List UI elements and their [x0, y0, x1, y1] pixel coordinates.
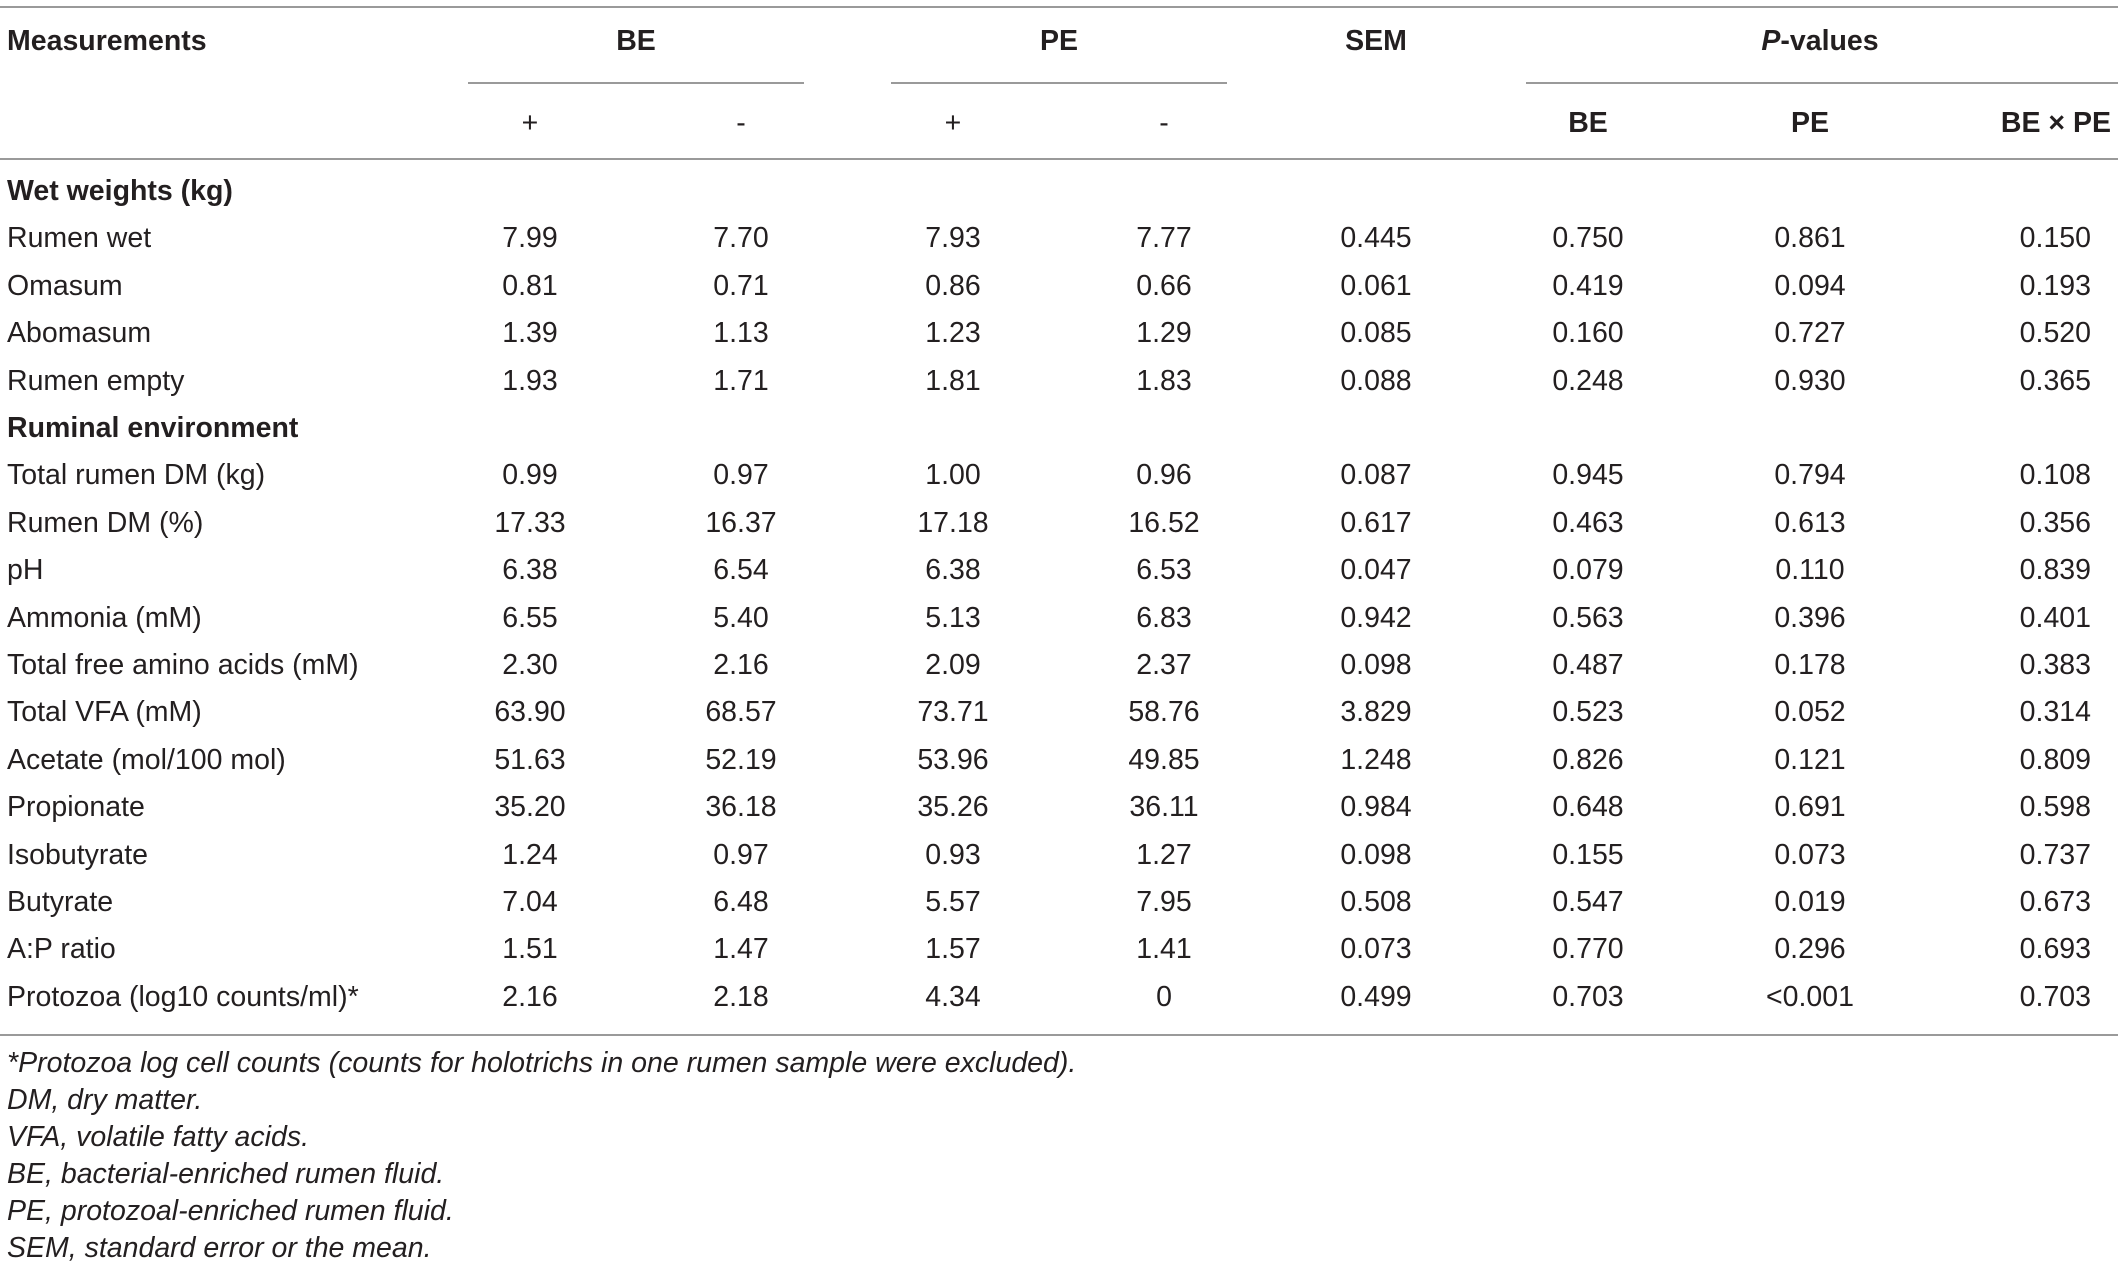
footnote: PE, protozoal-enriched rumen fluid.	[7, 1195, 454, 1227]
table-cell: 0.463	[1552, 506, 1624, 539]
table-cell: 0.826	[1552, 743, 1624, 776]
table-cell: 0.942	[1340, 601, 1412, 634]
table-cell: 7.70	[713, 222, 769, 255]
table-cell: 0.727	[1774, 317, 1846, 350]
row-label: Rumen wet	[7, 222, 152, 255]
table-cell: 6.55	[502, 601, 558, 634]
top-rule	[0, 6, 2118, 8]
pe-group-rule	[891, 82, 1227, 84]
table-cell: 1.27	[1136, 838, 1192, 871]
table-cell: 5.57	[925, 886, 981, 918]
table-cell: 0.296	[1774, 933, 1846, 966]
table-cell: 7.77	[1136, 222, 1192, 255]
table-cell: 1.29	[1136, 317, 1192, 350]
header-pvalues-italic: P	[1761, 25, 1781, 57]
table-cell: 0.770	[1552, 933, 1624, 966]
row-label: Total free amino acids (mM)	[7, 649, 359, 681]
table-bottom-rule	[0, 1034, 2118, 1036]
table-cell: 0.523	[1552, 696, 1624, 729]
table-cell: 0	[1156, 980, 1172, 1013]
header-pe: PE	[1039, 25, 1079, 57]
table-cell: 0.073	[1774, 838, 1846, 871]
table-cell: 2.16	[713, 649, 769, 681]
table-cell: 0.383	[2019, 649, 2091, 681]
table-cell: 2.18	[713, 980, 769, 1013]
table-cell: 1.41	[1136, 933, 1192, 966]
row-label: Propionate	[7, 791, 145, 824]
table-cell: 0.703	[1552, 980, 1624, 1013]
table-cell: 0.019	[1774, 886, 1846, 918]
table-cell: 0.613	[1774, 506, 1846, 539]
table-cell: 16.52	[1128, 506, 1200, 539]
table-cell: 0.547	[1552, 886, 1624, 918]
table-cell: 0.419	[1552, 269, 1624, 302]
table-cell: 0.178	[1774, 649, 1846, 681]
table-cell: 0.520	[2019, 317, 2091, 350]
table-cell: 0.150	[2019, 222, 2091, 255]
table-cell: 0.737	[2019, 838, 2091, 871]
table-cell: 0.945	[1552, 459, 1624, 492]
footnote: VFA, volatile fatty acids.	[7, 1121, 310, 1153]
table-cell: 0.356	[2019, 506, 2091, 539]
footnote: DM, dry matter.	[7, 1084, 203, 1116]
table-cell: 1.93	[502, 364, 558, 397]
table-cell: 17.33	[494, 506, 566, 539]
table-cell: 0.094	[1774, 269, 1846, 302]
table-cell: 0.098	[1340, 838, 1412, 871]
table-cell: 1.81	[925, 364, 981, 397]
table-cell: 0.052	[1774, 696, 1846, 729]
table-cell: 0.121	[1774, 743, 1846, 776]
header-be: BE	[616, 25, 656, 57]
row-label: Abomasum	[7, 317, 152, 350]
table-cell: 0.087	[1340, 459, 1412, 492]
table-cell: 6.48	[713, 886, 769, 918]
table-cell: 0.984	[1340, 791, 1412, 824]
table-cell: 0.155	[1552, 838, 1624, 871]
table-cell: 0.99	[502, 459, 558, 492]
table-cell: 0.047	[1340, 554, 1412, 587]
table-cell: 7.93	[925, 222, 981, 255]
table-cell: 0.110	[1775, 554, 1845, 587]
table-cell: 17.18	[917, 506, 989, 539]
table-cell: 0.86	[925, 269, 981, 302]
table-cell: 0.71	[713, 269, 769, 302]
table-cell: 6.54	[713, 554, 769, 587]
table-cell: 0.861	[1774, 222, 1846, 255]
header-pe-minus: -	[1159, 107, 1169, 139]
table-cell: 1.47	[713, 933, 769, 966]
table-cell: 1.13	[713, 317, 769, 350]
table-cell: 0.563	[1552, 601, 1624, 634]
row-label: Ammonia (mM)	[7, 601, 202, 634]
header-measurements: Measurements	[7, 25, 207, 57]
header-p-be: BE	[1568, 107, 1608, 139]
table-cell: 53.96	[917, 743, 989, 776]
footnote: SEM, standard error or the mean.	[7, 1232, 432, 1264]
be-group-rule	[468, 82, 804, 84]
table-cell: 7.95	[1136, 886, 1192, 918]
footnote: *Protozoa log cell counts (counts for holotrichs in one rumen sample were excluded).	[7, 1047, 1077, 1079]
table-cell: 36.11	[1129, 791, 1199, 824]
table-cell: 0.97	[713, 838, 769, 871]
table-cell: 0.248	[1552, 364, 1624, 397]
table-cell: 0.66	[1136, 269, 1192, 302]
row-label: Acetate (mol/100 mol)	[7, 743, 286, 776]
table-cell: 0.839	[2019, 554, 2091, 587]
table-cell: 0.193	[2019, 269, 2091, 302]
table-cell: 36.18	[705, 791, 777, 824]
table-cell: 63.90	[494, 696, 566, 729]
table-cell: 4.34	[925, 980, 981, 1013]
table-cell: 0.073	[1340, 933, 1412, 966]
table-cell: 0.365	[2019, 364, 2091, 397]
header-p-bexpe: BE × PE	[2000, 107, 2111, 139]
table-cell: 2.09	[925, 649, 981, 681]
table-cell: 0.673	[2019, 886, 2091, 918]
header-pvalues	[1761, 24, 1878, 58]
row-label: pH	[7, 554, 44, 587]
table-cell: 0.617	[1340, 506, 1412, 539]
row-label: Butyrate	[7, 886, 114, 918]
table-cell: 0.314	[2019, 696, 2091, 729]
table-cell: 49.85	[1128, 743, 1200, 776]
table-cell: 0.93	[925, 838, 981, 871]
table-cell: 6.83	[1136, 601, 1192, 634]
pvalues-group-rule	[1526, 82, 2118, 84]
header-pe-plus: +	[944, 107, 962, 139]
row-label: Total rumen DM (kg)	[7, 459, 266, 492]
table-cell: 0.487	[1552, 649, 1624, 681]
table-cell: <0.001	[1766, 980, 1854, 1013]
footnote: BE, bacterial-enriched rumen fluid.	[7, 1158, 445, 1190]
row-label: Rumen empty	[7, 364, 185, 397]
table-cell: 52.19	[705, 743, 777, 776]
row-label: A:P ratio	[7, 933, 116, 966]
table-cell: 0.061	[1340, 269, 1412, 302]
table-cell: 73.71	[917, 696, 989, 729]
table-cell: 0.085	[1340, 317, 1412, 350]
table-cell: 0.079	[1552, 554, 1624, 587]
table-cell: 0.794	[1774, 459, 1846, 492]
table-cell: 0.930	[1774, 364, 1846, 397]
table-cell: 0.703	[2019, 980, 2091, 1013]
section-heading: Ruminal environment	[7, 412, 299, 444]
table-cell: 0.97	[713, 459, 769, 492]
table-cell: 1.83	[1136, 364, 1192, 397]
table-cell: 2.16	[502, 980, 558, 1013]
table-cell: 7.99	[502, 222, 558, 255]
row-label: Rumen DM (%)	[7, 506, 204, 539]
row-label: Total VFA (mM)	[7, 696, 202, 729]
table-cell: 1.57	[925, 933, 981, 966]
table-cell: 58.76	[1128, 696, 1200, 729]
table-cell: 1.39	[502, 317, 558, 350]
table-cell: 0.508	[1340, 886, 1412, 918]
table-cell: 0.088	[1340, 364, 1412, 397]
row-label: Protozoa (log10 counts/ml)*	[7, 980, 359, 1013]
table-cell: 0.445	[1340, 222, 1412, 255]
header-be-minus: -	[736, 107, 746, 139]
table-cell: 7.04	[502, 886, 558, 918]
table-cell: 0.750	[1552, 222, 1624, 255]
header-pvalues-rest: -values	[1780, 25, 1879, 57]
row-label: Omasum	[7, 269, 123, 302]
table-cell: 16.37	[705, 506, 777, 539]
table-cell: 0.108	[2019, 459, 2091, 492]
table-cell: 0.691	[1774, 791, 1846, 824]
table-cell: 0.693	[2019, 933, 2091, 966]
table-cell: 1.51	[502, 933, 558, 966]
row-label: Isobutyrate	[7, 838, 148, 871]
table-cell: 1.248	[1340, 743, 1412, 776]
section-heading: Wet weights (kg)	[7, 175, 233, 207]
table-cell: 2.37	[1136, 649, 1192, 681]
table-cell: 0.499	[1340, 980, 1412, 1013]
table-cell: 0.401	[2019, 601, 2091, 634]
table-cell: 51.63	[494, 743, 566, 776]
table-cell: 0.098	[1340, 649, 1412, 681]
table-cell: 0.396	[1774, 601, 1846, 634]
table-cell: 0.160	[1552, 317, 1624, 350]
table-cell: 6.38	[925, 554, 981, 587]
table-cell: 1.00	[925, 459, 981, 492]
table-cell: 1.24	[502, 838, 558, 871]
table-cell: 6.38	[502, 554, 558, 587]
table-cell: 0.598	[2019, 791, 2091, 824]
table-cell: 0.81	[502, 269, 558, 302]
header-bottom-rule	[0, 158, 2118, 160]
header-be-plus: +	[521, 107, 539, 139]
table-cell: 0.96	[1136, 459, 1192, 492]
header-sem: SEM	[1345, 25, 1407, 57]
table-cell: 1.23	[925, 317, 981, 350]
table-cell: 5.13	[925, 601, 981, 634]
table-cell: 0.648	[1552, 791, 1624, 824]
table-cell: 6.53	[1136, 554, 1192, 587]
table-cell: 3.829	[1340, 696, 1412, 729]
table-cell: 0.809	[2019, 743, 2091, 776]
table-cell: 5.40	[713, 601, 769, 634]
table-cell: 1.71	[713, 364, 769, 397]
table-cell: 2.30	[502, 649, 558, 681]
table-cell: 35.20	[494, 791, 566, 824]
table-cell: 35.26	[917, 791, 989, 824]
table-cell: 68.57	[705, 696, 777, 729]
header-p-pe: PE	[1790, 107, 1830, 139]
